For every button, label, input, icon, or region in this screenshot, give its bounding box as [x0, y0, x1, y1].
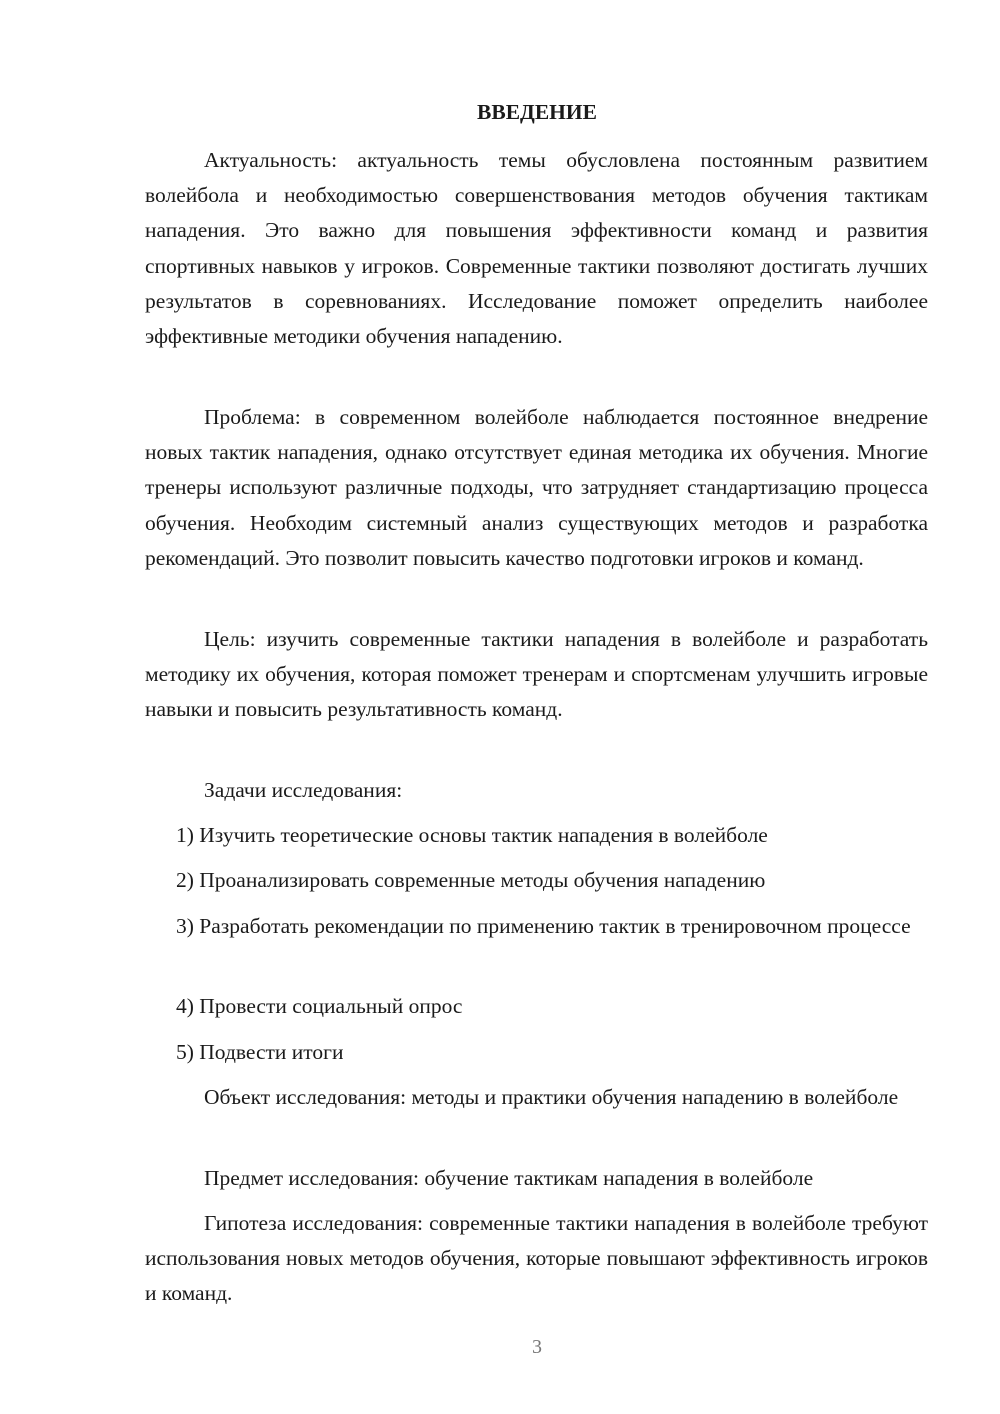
page-title: ВВЕДЕНИЕ	[477, 100, 597, 124]
task-item-3: 3) Разработать рекомендации по применению тактик в тренировочном процессе	[176, 914, 911, 938]
relevance-paragraph: Актуальность: актуальность темы обусловлена постоянным развитием волейбола и необходимостью совершенствования методов обучения тактикам нападения. Это важно для повышения эффективности команд и развития спортивных навыков у игроков. Современные тактики позволяют достигать лучших результатов в соревнованиях. Исследование поможет определить наиболее эффективные методики обучения нападению.	[145, 148, 928, 349]
tasks-heading: Задачи исследования:	[204, 778, 403, 802]
page-number: 3	[532, 1336, 542, 1358]
problem-paragraph: Проблема: в современном волейболе наблюдается постоянное внедрение новых тактик нападения, однако отсутствует единая методика их обучения. Многие тренеры используют различные подходы, что затрудняет стандартизацию процесса обучения. Необходим системный анализ существующих методов и разработка рекомендаций. Это позволит повысить качество подготовки игроков и команд.	[145, 405, 928, 570]
task-item-2: 2) Проанализировать современные методы обучения нападению	[176, 868, 766, 892]
subject-paragraph: Предмет исследования: обучение тактикам нападения в волейболе	[204, 1166, 814, 1190]
task-item-4: 4) Провести социальный опрос	[176, 994, 463, 1018]
hypothesis-paragraph: Гипотеза исследования: современные тактики нападения в волейболе требуют использования новых методов обучения, которые повышают эффективность игроков и команд.	[145, 1211, 928, 1306]
object-paragraph: Объект исследования: методы и практики обучения нападению в волейболе	[204, 1085, 899, 1109]
task-item-1: 1) Изучить теоретические основы тактик нападения в волейболе	[176, 823, 768, 847]
goal-paragraph: Цель: изучить современные тактики нападения в волейболе и разработать методику их обучения, которая поможет тренерам и спортсменам улучшить игровые навыки и повысить результативность команд.	[145, 627, 928, 722]
task-item-5: 5) Подвести итоги	[176, 1040, 344, 1064]
